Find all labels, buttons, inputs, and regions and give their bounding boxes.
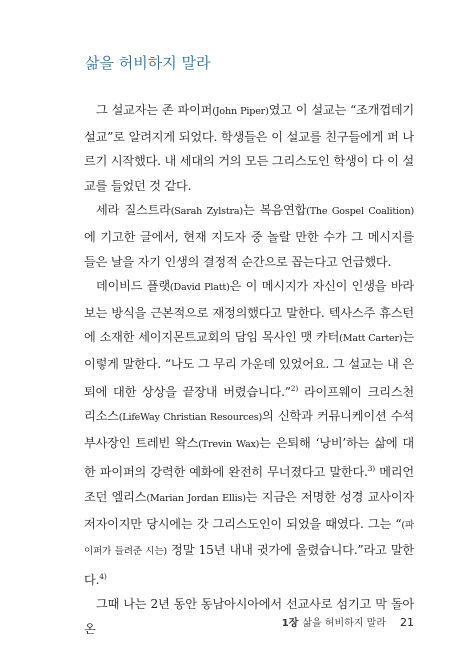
footnote-marker: 2) — [290, 383, 299, 393]
text-run: 였고 이 설교는 “조개껍데기 설교”로 알려지게 되었다. 학생들은 이 설교를 친구들에게 퍼 나르기 시작했다. 내 세대의 거의 모든 그리스도인 학생이 다 이 설교를 들었던 것 같다. — [84, 103, 414, 193]
name-gloss: (The Gospel Coalition) — [306, 206, 414, 218]
text-run: 는 은퇴해 ‘낭비’하는 삶에 대한 파이퍼의 강력한 예화에 완전히 무너졌다고 말한다. — [84, 435, 414, 480]
inline-gloss: (파이퍼가 들려준 시는) — [84, 519, 414, 558]
paragraph-1 — [84, 98, 414, 198]
text-run: 은 이 메시지가 자신이 인생을 바라보는 방식을 근본적으로 재정의했다고 말한다. 텍사스주 휴스턴에 소재한 세이지몬트교회의 담임 목사인 맷 카터 — [84, 279, 414, 345]
text-run: 데이비드 플랫 — [96, 279, 170, 294]
section-heading: 삶을 허비하지 말라 — [85, 54, 211, 72]
name-gloss: (Matt Carter) — [339, 333, 403, 345]
name-gloss: (Marian Jordan Ellis) — [146, 492, 246, 504]
body-text — [84, 98, 414, 641]
name-gloss: (Sarah Zylstra) — [170, 206, 243, 218]
text-run: 는 지금은 저명한 성경 교사이자 저자이지만 당시에는 갓 그리스도인이 되었을 때였다. 그는 “ — [84, 489, 414, 531]
name-gloss: (LifeWay Christian Resources) — [118, 412, 262, 424]
paragraph-3 — [84, 274, 414, 592]
text-run: 그 설교자는 존 파이퍼 — [96, 103, 213, 117]
text-run: 메리언 조던 엘리스 — [84, 465, 414, 504]
page-footer — [282, 614, 414, 629]
paragraph-2 — [84, 198, 414, 274]
name-gloss: (John Piper) — [212, 106, 269, 117]
text-run: 는 복음연합 — [242, 203, 307, 218]
chapter-title: 삶을 허비하지 말라 — [302, 618, 386, 629]
text-run: 는 이렇게 말한다. “나도 그 무리 가운데 있었어요. 그 설교는 내 은퇴에 대한 상상을 끝장내 버렸습니다.” — [84, 330, 414, 399]
text-run: 라이프웨이 크리스천 리소스 — [84, 384, 414, 424]
text-run: 세라 질스트라 — [96, 203, 171, 218]
text-run: 정말 15년 내내 귓가에 울렸습니다.”라고 말한다. — [84, 543, 414, 587]
text-run: 에 기고한 글에서, 현재 지도자 중 놀랄 만한 수가 그 메시지를 들은 날을 자기 인생의 결정적 순간으로 꼽는다고 언급했다. — [84, 229, 414, 269]
name-gloss: (David Platt) — [169, 282, 230, 294]
footnote-marker: 3) — [367, 464, 376, 474]
chapter-label: 1장 — [281, 618, 299, 629]
name-gloss: (Trevin Wax) — [198, 438, 260, 450]
text-run: 그때 나는 2년 동안 동남아시아에서 선교사로 섬기고 막 돌아온 — [84, 597, 414, 636]
text-run: 의 신학과 커뮤니케이션 수석 부사장인 트레빈 왁스 — [84, 409, 414, 450]
page-number: 21 — [400, 616, 414, 629]
footnote-marker: 4) — [99, 571, 107, 581]
